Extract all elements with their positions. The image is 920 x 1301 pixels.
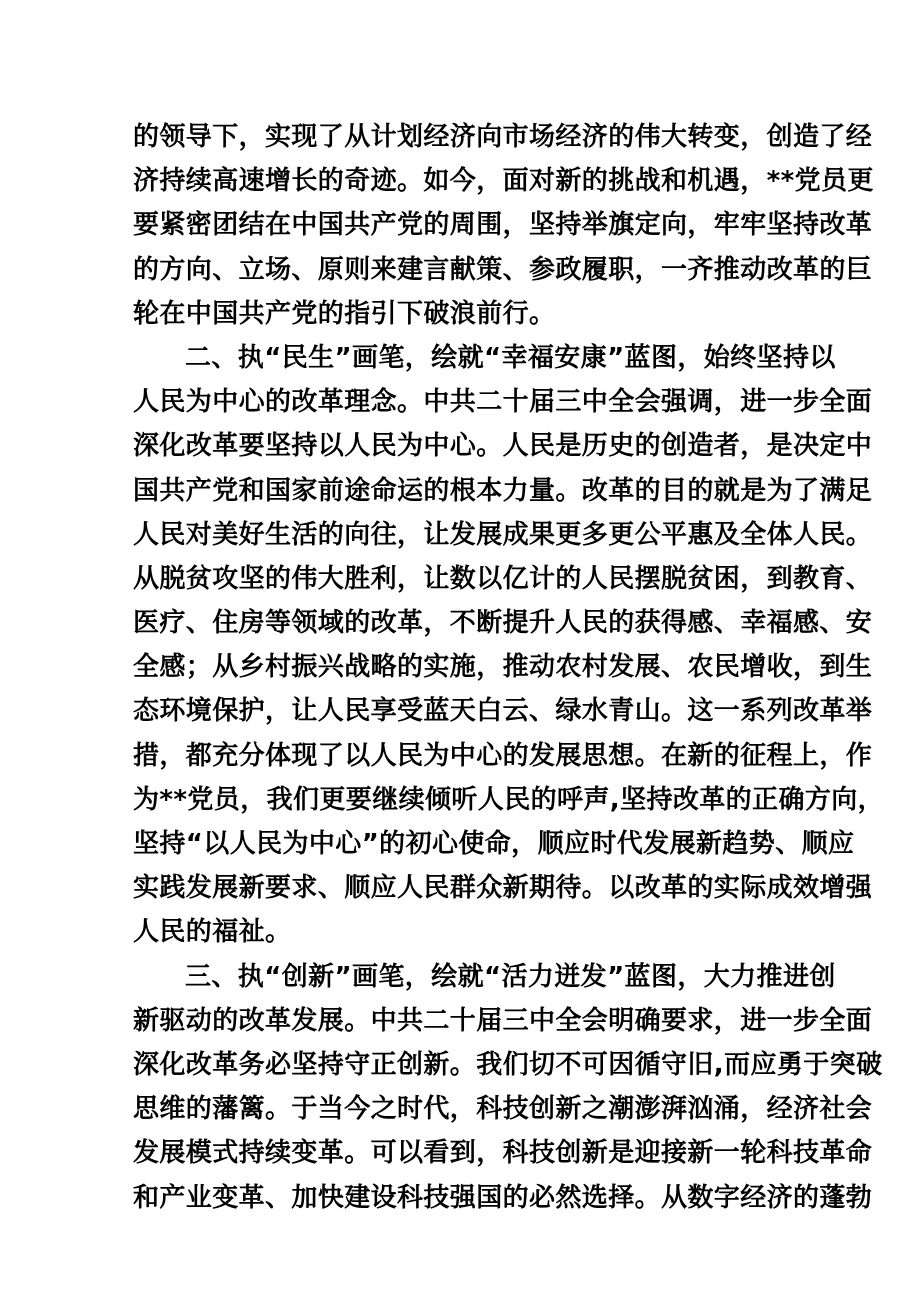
paragraph-2-line-6: 从脱贫攻坚的伟大胜利，让数以亿计的人民摆脱贫困，到教育、 <box>133 563 873 594</box>
paragraph-1-line-4: 的方向、立场、原则来建言献策、参政履职，一齐推动改革的巨 <box>133 254 873 285</box>
paragraph-3-line-4: 思维的藩篱。于当今之时代，科技创新之潮澎湃汹涌，经济社会 <box>133 1094 873 1125</box>
paragraph-3-line-1: 三、执“创新”画笔，绘就“活力迸发”蓝图，大力推进创 <box>185 961 836 992</box>
paragraph-2-line-7: 医疗、住房等领域的改革，不断提升人民的获得感、幸福感、安 <box>133 608 873 639</box>
paragraph-2-line-8: 全感；从乡村振兴战略的实施，推动农村发展、农民增收，到生 <box>133 652 873 683</box>
paragraph-2-line-4: 国共产党和国家前途命运的根本力量。改革的目的就是为了满足 <box>133 475 873 506</box>
paragraph-1-line-3: 要紧密团结在中国共产党的周围，坚持举旗定向，牢牢坚持改革 <box>133 210 873 241</box>
paragraph-2-line-1: 二、执“民生”画笔，绘就“幸福安康”蓝图，始终坚持以 <box>185 342 836 373</box>
paragraph-2-line-13: 实践发展新要求、顺应人民群众新期待。以改革的实际成效增强 <box>133 873 873 904</box>
paragraph-3-line-3: 深化改革务必坚持守正创新。我们切不可因循守旧,而应勇于突破 <box>133 1049 883 1080</box>
paragraph-3-line-6: 和产业变革、加快建设科技强国的必然选择。从数字经济的蓬勃 <box>133 1182 873 1213</box>
paragraph-2-line-14: 人民的福祉。 <box>133 917 292 948</box>
body-text <box>133 115 885 1220</box>
paragraph-1-line-2: 济持续高速增长的奇迹。如今，面对新的挑战和机遇，**党员更 <box>133 166 874 197</box>
paragraph-2-line-12: 坚持“以人民为中心”的初心使命，顺应时代发展新趋势、顺应 <box>133 829 855 859</box>
paragraph-2-line-5: 人民对美好生活的向往，让发展成果更多更公平惠及全体人民。 <box>133 519 873 550</box>
paragraph-3-line-5: 发展模式持续变革。可以看到，科技创新是迎接新一轮科技革命 <box>133 1138 873 1169</box>
paragraph-1-line-5: 轮在中国共产党的指引下破浪前行。 <box>133 298 556 329</box>
paragraph-3-line-2: 新驱动的改革发展。中共二十届三中全会明确要求，进一步全面 <box>133 1005 873 1036</box>
paragraph-2-line-2: 人民为中心的改革理念。中共二十届三中全会强调，进一步全面 <box>133 387 873 418</box>
paragraph-2-line-9: 态环境保护，让人民享受蓝天白云、绿水青山。这一系列改革举 <box>133 696 873 727</box>
paragraph-1-line-1: 的领导下，实现了从计划经济向市场经济的伟大转变，创造了经 <box>133 122 873 152</box>
paragraph-2-line-3: 深化改革要坚持以人民为中心。人民是历史的创造者，是决定中 <box>133 431 873 462</box>
paragraph-2-line-11: 为**党员，我们更要继续倾听人民的呼声,坚持改革的正确方向， <box>133 784 885 815</box>
paragraph-2-line-10: 措，都充分体现了以人民为中心的发展思想。在新的征程上，作 <box>133 740 873 771</box>
